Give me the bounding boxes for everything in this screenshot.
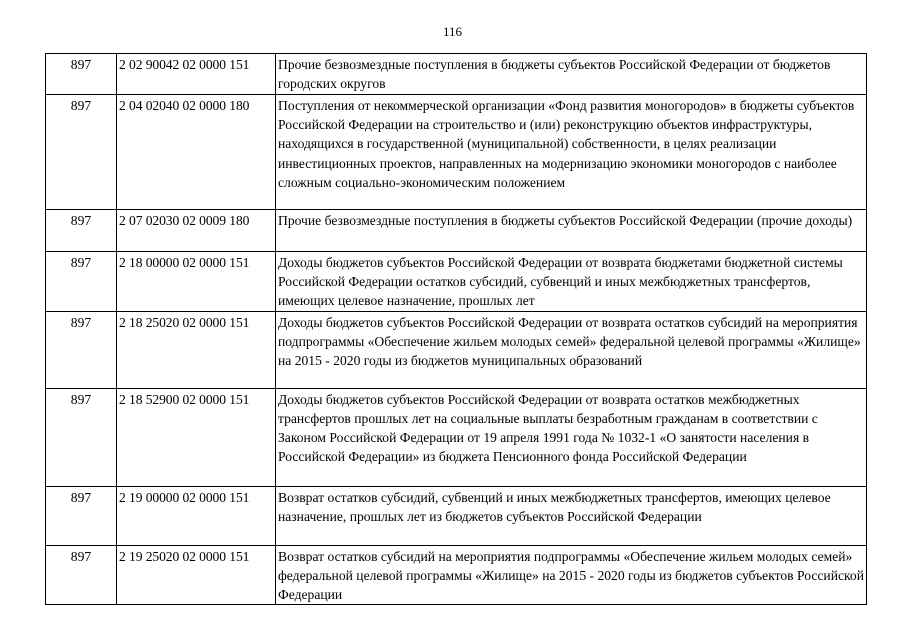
description-cell: Прочие безвозмездные поступления в бюджеты субъектов Российской Федерации (прочие доходы) [276,210,867,252]
budget-code-cell: 2 04 02040 02 0000 180 [117,95,276,210]
table-row [46,486,867,545]
budget-code-cell: 2 18 00000 02 0000 151 [117,252,276,312]
budget-code-cell: 2 19 25020 02 0000 151 [117,545,276,605]
table-row [46,95,867,210]
budget-code-cell: 2 19 00000 02 0000 151 [117,486,276,545]
table-row [46,311,867,388]
budget-code-cell: 2 02 90042 02 0000 151 [117,54,276,95]
description-cell: Поступления от некоммерческой организации «Фонд развития моногородов» в бюджеты субъектов Российской Федерации на строительство и (или) реконструкцию объектов инфраструктуры, находящихся в государственной (муниципальной) собственности, в целях реализации инвестиционных проектов, направленных на модернизацию экономики моногородов с наиболее сложным социально-экономическим положением [276,95,867,210]
budget-code-cell: 2 18 25020 02 0000 151 [117,311,276,388]
description-cell: Прочие безвозмездные поступления в бюджеты субъектов Российской Федерации от бюджетов городских округов [276,54,867,95]
admin-code-cell: 897 [46,54,117,95]
budget-classification-table [45,53,867,605]
description-cell: Возврат остатков субсидий на мероприятия подпрограммы «Обеспечение жильем молодых семей» федеральной целевой программы «Жилище» на 2015 - 2020 годы из бюджетов субъектов Российской Федерации [276,545,867,605]
description-cell: Доходы бюджетов субъектов Российской Федерации от возврата остатков субсидий на мероприятия подпрограммы «Обеспечение жильем молодых семей» федеральной целевой программы «Жилище» на 2015 - 2020 годы из бюджетов муниципальных образований [276,311,867,388]
table-row [46,545,867,605]
page-number: 116 [442,24,463,39]
admin-code-cell: 897 [46,311,117,388]
table-row [46,210,867,252]
table-row [46,54,867,95]
table-row [46,388,867,486]
description-cell: Возврат остатков субсидий, субвенций и иных межбюджетных трансфертов, имеющих целевое назначение, прошлых лет из бюджетов субъектов Российской Федерации [276,486,867,545]
admin-code-cell: 897 [46,210,117,252]
admin-code-cell: 897 [46,486,117,545]
table-row [46,252,867,312]
description-cell: Доходы бюджетов субъектов Российской Федерации от возврата бюджетами бюджетной системы Российской Федерации остатков субсидий, субвенций и иных межбюджетных трансфертов, имеющих целевое назначение, прошлых лет [276,252,867,312]
admin-code-cell: 897 [46,252,117,312]
budget-code-cell: 2 18 52900 02 0000 151 [117,388,276,486]
admin-code-cell: 897 [46,545,117,605]
description-cell: Доходы бюджетов субъектов Российской Федерации от возврата остатков межбюджетных трансфертов прошлых лет на социальные выплаты безработным гражданам в соответствии с Законом Российской Федерации от 19 апреля 1991 года № 1032-1 «О занятости населения в Российской Федерации» из бюджета Пенсионного фонда Российской Федерации [276,388,867,486]
admin-code-cell: 897 [46,95,117,210]
budget-code-cell: 2 07 02030 02 0009 180 [117,210,276,252]
admin-code-cell: 897 [46,388,117,486]
